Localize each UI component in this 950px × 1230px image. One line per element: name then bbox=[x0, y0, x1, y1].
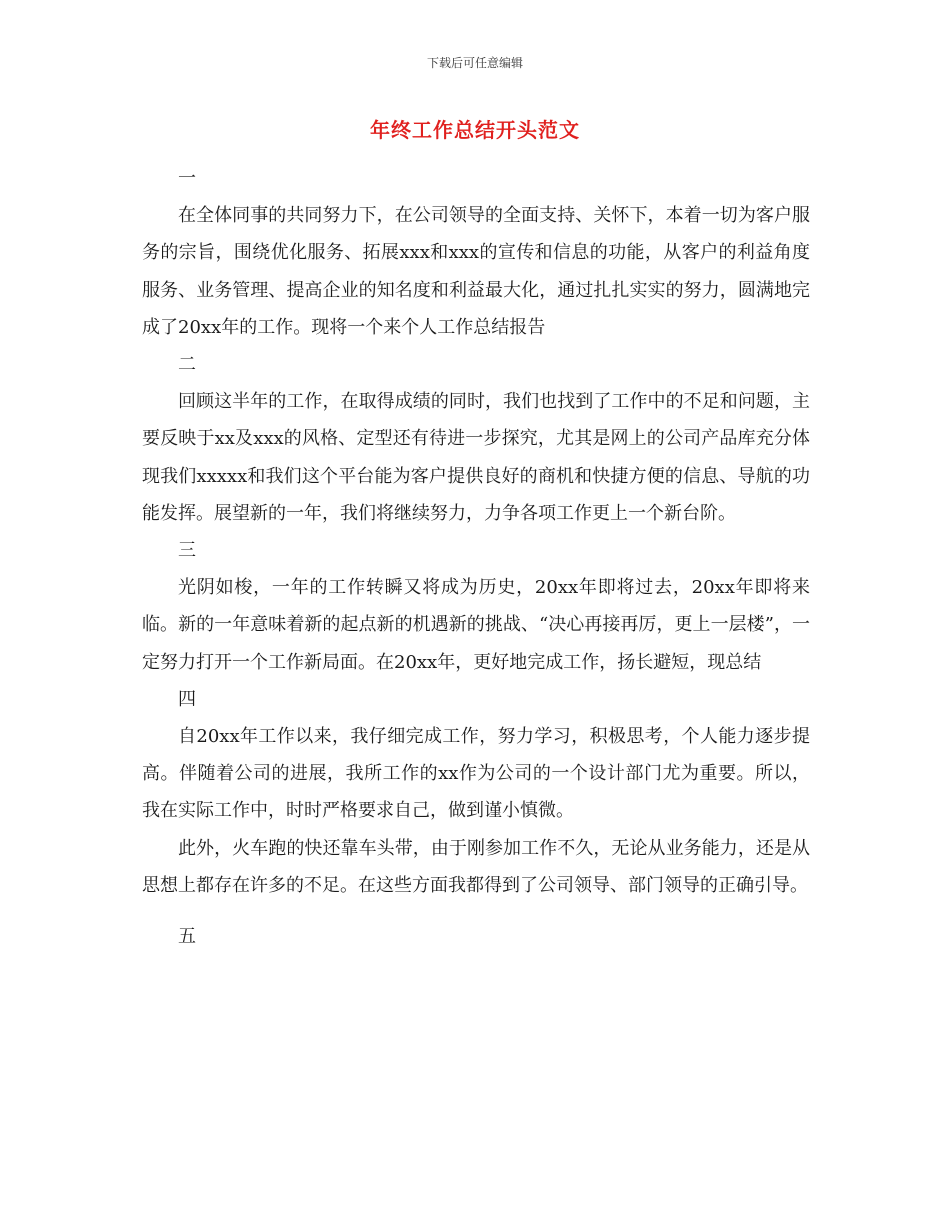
document-body bbox=[142, 160, 810, 955]
section-numeral-1: 一 bbox=[178, 168, 196, 189]
paragraph-1: 在全体同事的共同努力下，在公司领导的全面支持、关怀下，本着一切为客户服务的宗旨，围绕优化服务、拓展xxx和xxx的宣传和信息的功能，从客户的利益角度服务、业务管理、提高企业的知名度和利益最大化，通过扎扎实实的努力，圆满地完成了20xx年的工作。现将一个来个人工作总结报告 bbox=[142, 205, 810, 338]
header-note: 下载后可任意编辑 bbox=[426, 56, 523, 70]
section-numeral-5: 五 bbox=[178, 926, 196, 948]
paragraph-5: 此外，火车跑的快还靠车头带，由于刚参加工作不久，无论从业务能力，还是从思想上都存在许多的不足。在这些方面我都得到了公司领导、部门领导的正确引导。 bbox=[142, 837, 810, 896]
paragraph-3: 光阴如梭，一年的工作转瞬又将成为历史，20xx年即将过去，20xx年即将来临。新的一年意味着新的起点新的机遇新的挑战、“决心再接再厉，更上一层楼”，一定努力打开一个工作新局面。在20xx年，更好地完成工作，扬长避短，现总结 bbox=[142, 577, 810, 673]
section-numeral-2: 二 bbox=[178, 354, 196, 376]
section-numeral-3: 三 bbox=[178, 540, 196, 562]
paragraph-2: 回顾这半年的工作，在取得成绩的同时，我们也找到了工作中的不足和问题，主要反映于xx及xxx的风格、定型还有待进一步探究，尤其是网上的公司产品库充分体现我们xxxxx和我们这个平台能为客户提供良好的商机和快捷方便的信息、导航的功能发挥。展望新的一年，我们将继续努力，力争各项工作更上一个新台阶。 bbox=[142, 391, 810, 524]
paragraph-4: 自20xx年工作以来，我仔细完成工作，努力学习，积极思考，个人能力逐步提高。伴随着公司的进展，我所工作的xx作为公司的一个设计部门尤为重要。所以，我在实际工作中，时时严格要求自己，做到谨小慎微。 bbox=[142, 726, 810, 822]
section-numeral-4: 四 bbox=[178, 688, 196, 710]
document-title: 年终工作总结开头范文 bbox=[370, 118, 580, 142]
